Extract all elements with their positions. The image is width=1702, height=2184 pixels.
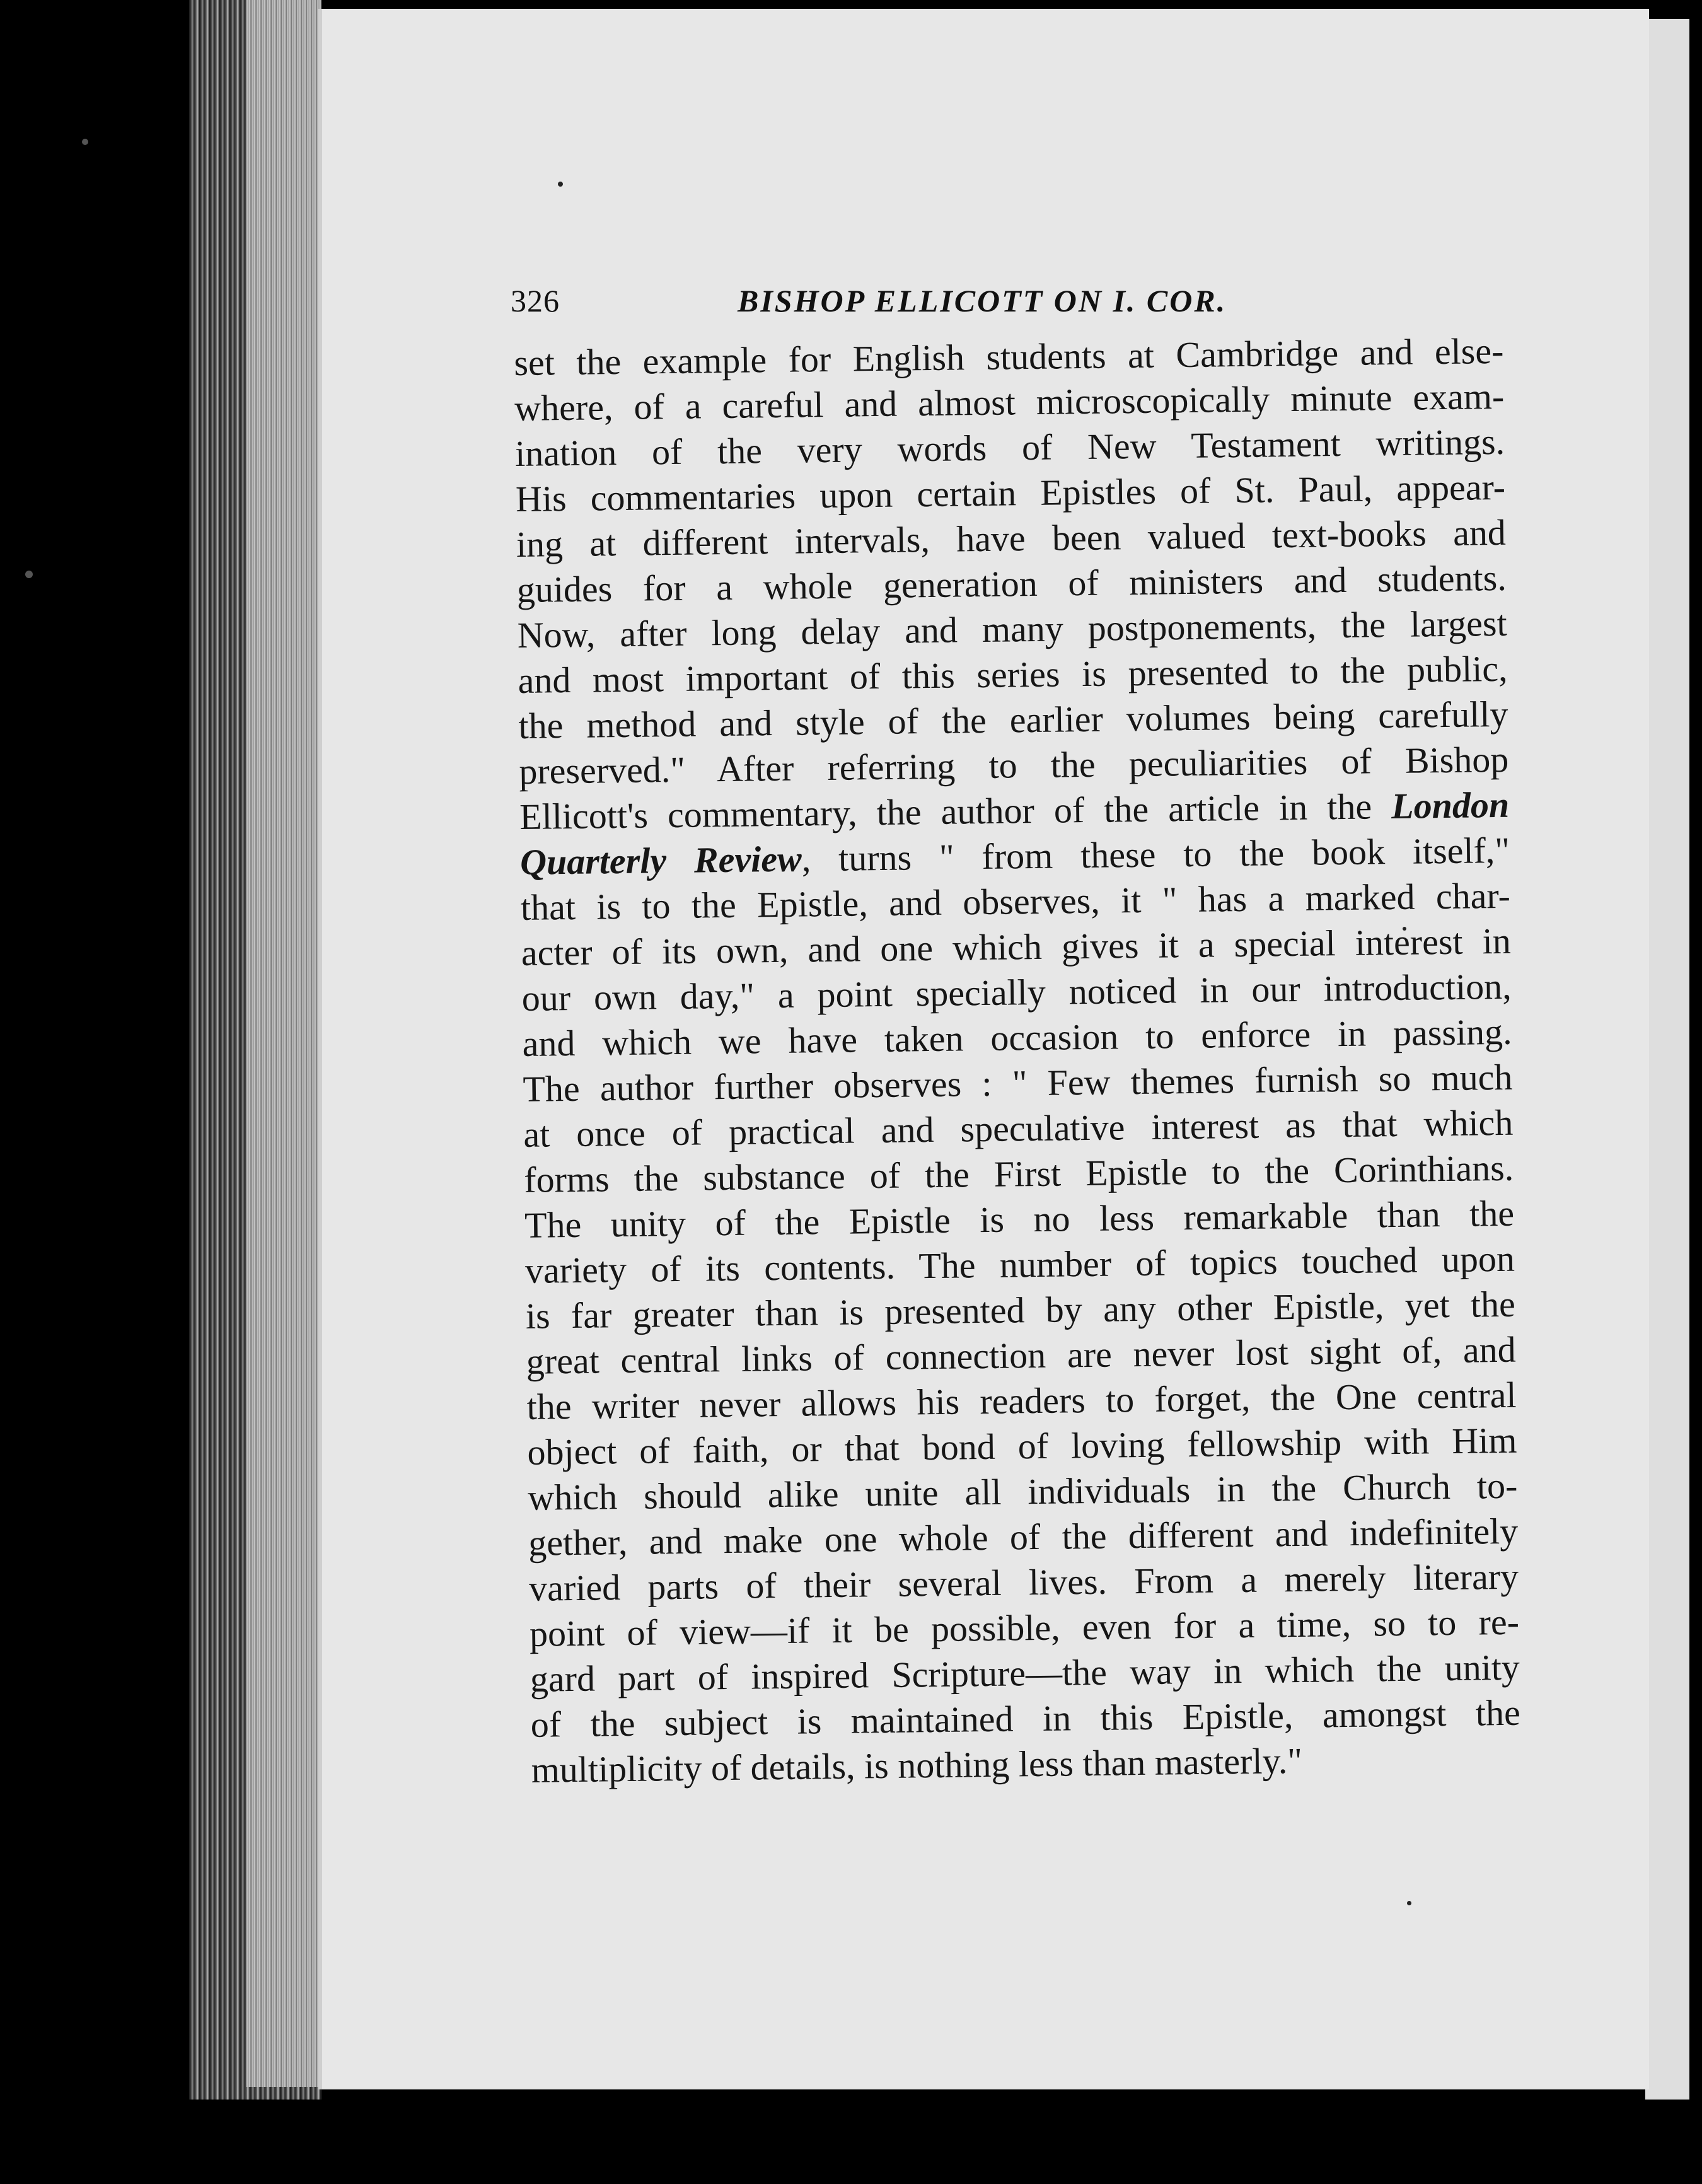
text-line: and most important of this series is presented to the public, xyxy=(518,648,1508,701)
facing-page-edge xyxy=(1645,19,1689,2100)
text-line: the writer never allows his readers to forget, the One central xyxy=(526,1374,1517,1427)
text-line: His commentaries upon certain Epistles of St. Paul, appear- xyxy=(515,466,1506,520)
text-line: the method and style of the earlier volumes being carefully xyxy=(518,693,1508,746)
text-line: multiplicity of details, is nothing less than masterly." xyxy=(531,1740,1303,1791)
text-line: ination of the very words of New Testament writings. xyxy=(514,421,1505,474)
text-line: where, of a careful and almost microscopically minute exam- xyxy=(514,375,1505,429)
text-line: at once of practical and speculative interest as that which xyxy=(523,1101,1514,1155)
text-line: forms the substance of the First Epistle to the Corinthians. xyxy=(523,1147,1514,1200)
text-line: acter of its own, and one which gives it a special interest in xyxy=(521,920,1512,973)
text-line: is far greater than is presented by any other Epistle, yet the xyxy=(525,1283,1516,1337)
text-line: point of view—if it be possible, even for a time, so to re- xyxy=(529,1601,1520,1654)
ink-speck xyxy=(1407,1901,1411,1905)
text-line: of the subject is maintained in this Epistle, amongst the xyxy=(530,1692,1521,1745)
italic-title: London xyxy=(1391,784,1510,827)
text-line: set the example for English students at Cambridge and else- xyxy=(514,330,1504,383)
text-line: gard part of inspired Scripture—the way in which the unity xyxy=(530,1646,1520,1700)
text-line: variety of its contents. The number of topics touched upon xyxy=(524,1238,1515,1291)
text-line: ing at different intervals, have been valued text-books and xyxy=(516,511,1507,565)
text-line: Now, after long delay and many postponements, the largest xyxy=(517,602,1507,656)
text-line: which should alike unite all individuals in the Church to- xyxy=(528,1465,1518,1518)
running-head-title: BISHOP ELLICOTT ON I. COR. xyxy=(738,283,1227,318)
text-line: guides for a whole generation of ministers and students. xyxy=(516,557,1507,610)
text-line: preserved." After referring to the peculiarities of Bishop xyxy=(518,738,1509,792)
text-segment: Ellicott's commentary, the author of the article in the xyxy=(519,786,1392,837)
body-text xyxy=(514,328,1522,1828)
text-line: The unity of the Epistle is no less remarkable than the xyxy=(524,1192,1515,1246)
text-line: varied parts of their several lives. From a merely literary xyxy=(528,1555,1519,1609)
page-number: 326 xyxy=(511,283,560,318)
ink-speck xyxy=(25,571,33,578)
page-edges-highlight xyxy=(246,0,321,2087)
text-line: great central links of connection are never lost sight of, and xyxy=(526,1328,1517,1382)
text-line: gether, and make one whole of the different and indefinitely xyxy=(528,1510,1519,1564)
italic-title: Quarterly Review xyxy=(519,838,802,883)
text-line: that is to the Epistle, and observes, it " has a marked char- xyxy=(520,874,1511,928)
text-line: our own day," a point specially noticed in our introduction, xyxy=(521,965,1512,1019)
text-segment: , turns " from these to the book itself," xyxy=(801,829,1510,880)
ink-speck xyxy=(82,139,88,145)
ink-speck xyxy=(558,182,563,187)
text-line: The author further observes : " Few themes furnish so much xyxy=(523,1056,1513,1110)
running-head xyxy=(511,282,1330,327)
text-line: and which we have taken occasion to enforce in passing. xyxy=(522,1011,1512,1064)
text-line: object of faith, or that bond of loving fellowship with Him xyxy=(527,1419,1517,1473)
